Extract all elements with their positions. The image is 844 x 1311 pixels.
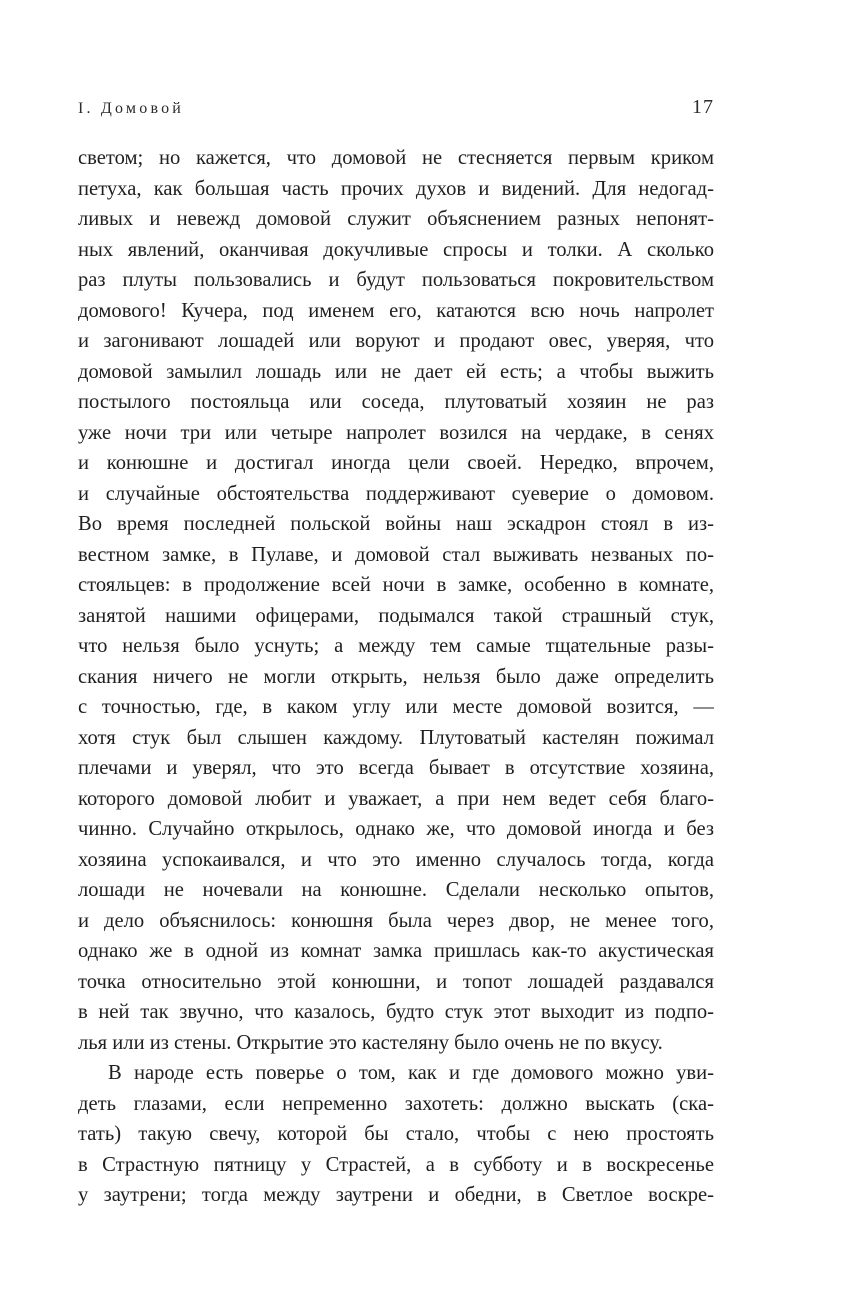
- text-line: тать) такую свечу, которой бы стало, чтобы с нею простоять: [78, 1123, 714, 1145]
- page-number: 17: [692, 96, 714, 118]
- text-line: с точностью, где, в каком углу или месте домовой возится, —: [78, 696, 714, 718]
- text-line: точка относительно этой конюшни, и топот лошадей раздавался: [78, 970, 714, 993]
- text-line: однако же в одной из комнат замка пришлась как-то акустическая: [78, 940, 714, 962]
- text-line: хотя стук был слышен каждому. Плутоватый кастелян пожимал: [78, 726, 714, 749]
- text-line: которого домовой любит и уважает, а при нем ведет себя благо-: [78, 787, 714, 810]
- text-line: постылого постояльца или соседа, плутоватый хозяин не раз: [78, 391, 714, 413]
- text-line: деть глазами, если непременно захотеть: должно выскать (ска-: [78, 1092, 714, 1115]
- text-line: уже ночи три или четыре напролет возился на чердаке, в сенях: [78, 421, 714, 444]
- body-text: [78, 143, 714, 1211]
- text-line: стояльцев: в продолжение всей ночи в замке, особенно в комнате,: [78, 574, 714, 596]
- text-line: в Страстную пятницу у Страстей, а в субботу и в воскресенье: [78, 1153, 714, 1176]
- text-line: что нельзя было уснуть; а между тем самые тщательные разы-: [78, 635, 714, 657]
- text-line: хозяина успокаивался, и что это именно случалось тогда, когда: [78, 848, 714, 871]
- text-line: раз плуты пользовались и будут пользоваться покровительством: [78, 269, 714, 291]
- running-head: [78, 96, 714, 124]
- text-line: вестном замке, в Пулаве, и домовой стал выживать незваных по-: [78, 543, 714, 566]
- text-line: петуха, как большая часть прочих духов и видений. Для недогад-: [78, 177, 714, 200]
- text-line: занятой нашими офицерами, подымался такой страшный стук,: [78, 604, 714, 627]
- text-line: лошади не ночевали на конюшне. Сделали несколько опытов,: [78, 879, 714, 901]
- paragraph-first-line: В народе есть поверье о том, как и где домового можно уви-: [108, 1062, 714, 1084]
- text-line: домового! Кучера, под именем его, катаются всю ночь напролет: [78, 299, 714, 322]
- text-line: ливых и невежд домовой служит объяснением разных непонят-: [78, 208, 714, 230]
- running-title: I. Домовой: [78, 100, 185, 117]
- paragraph-last-line: лья или из стены. Открытие это кастеляну было очень не по вкусу.: [78, 1031, 663, 1054]
- text-line: чинно. Случайно открылось, однако же, что домовой иногда и без: [78, 818, 714, 840]
- text-line: и случайные обстоятельства поддерживают суеверие о домовом.: [78, 482, 714, 505]
- text-line: и конюшне и достигал иногда цели своей. Нередко, впрочем,: [78, 452, 714, 474]
- text-line: у заутрени; тогда между заутрени и обедни, в Светлое воскре-: [78, 1184, 714, 1206]
- text-line: скания ничего не могли открыть, нельзя было даже определить: [78, 665, 714, 688]
- text-line: в ней так звучно, что казалось, будто стук этот выходит из подпо-: [78, 1001, 714, 1023]
- text-line: домовой замылил лошадь или не дает ей есть; а чтобы выжить: [78, 360, 714, 383]
- text-line: Во время последней польской войны наш эскадрон стоял в из-: [78, 513, 714, 535]
- text-line: и загонивают лошадей или воруют и продают овес, уверяя, что: [78, 330, 714, 352]
- text-line: плечами и уверял, что это всегда бывает в отсутствие хозяина,: [78, 757, 714, 779]
- text-line: светом; но кажется, что домовой не стесняется первым криком: [78, 147, 714, 169]
- text-line: и дело объяснилось: конюшня была через двор, не менее того,: [78, 909, 714, 932]
- text-line: ных явлений, оканчивая докучливые спросы и толки. А сколько: [78, 238, 714, 261]
